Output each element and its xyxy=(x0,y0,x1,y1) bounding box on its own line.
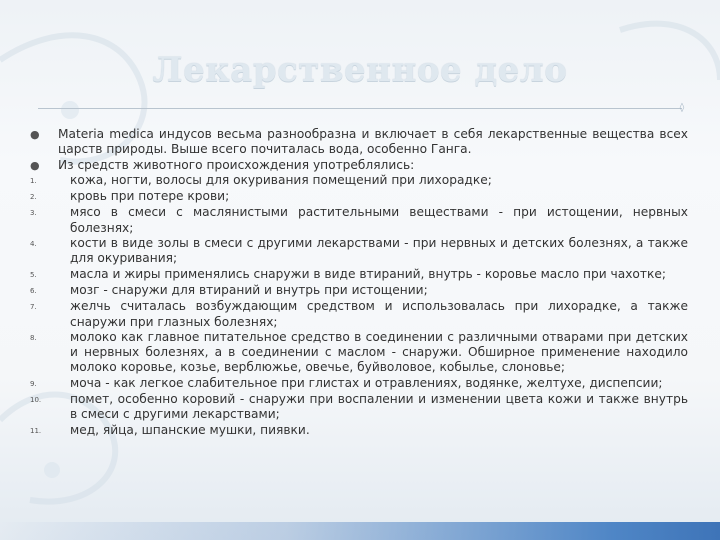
number-marker: 10. xyxy=(30,396,42,405)
list-item-text: кости в виде золы в смеси с другими лекарствами - при нервных и детских болезнях, а также для окуривания; xyxy=(70,236,688,266)
list-item-text: мясо в смеси с маслянистыми растительными веществами - при истощении, нервных болезнях; xyxy=(70,205,688,235)
list-item xyxy=(30,236,688,267)
list-item-text: кожа, ногти, волосы для окуривания помещений при лихорадке; xyxy=(70,172,492,187)
number-marker: 5. xyxy=(30,270,37,279)
list-item xyxy=(30,127,688,158)
list-item xyxy=(30,189,688,205)
number-marker: 4. xyxy=(30,240,37,249)
number-marker: 3. xyxy=(30,209,37,218)
divider-end-ornament: ◊ xyxy=(679,103,685,113)
list-item-text: кровь при потере крови; xyxy=(70,189,230,204)
list-item xyxy=(30,376,688,392)
list-item xyxy=(30,392,688,423)
list-item xyxy=(30,205,688,236)
list-item xyxy=(30,283,688,299)
number-marker: 6. xyxy=(30,286,37,295)
list-item-text: Materia medica индусов весьма разнообразна и включает в себя лекарственные вещества всех царств природы. Выше всего почиталась вода, особенно Ганга. xyxy=(58,127,688,157)
bullet-marker: ● xyxy=(30,128,40,141)
list-item-text: желчь считалась возбуждающим средством и использовалась при лихорадке, а также снаружи при глазных болезнях; xyxy=(70,299,688,329)
number-marker: 8. xyxy=(30,333,37,342)
list-item-text: молоко как главное питательное средство в соединении с различными отварами при детских и нервных болезнях, а в соединении с маслом - снаружи. Обширное применение находило молоко коровье, козье, верблюжье, овечье, буйволовое, кобылье, слоновье; xyxy=(70,329,688,375)
list-item xyxy=(30,423,688,439)
number-marker: 2. xyxy=(30,193,37,202)
list-item-text: масла и жиры применялись снаружи в виде втираний, внутрь - коровье масло при чахотке; xyxy=(70,266,666,281)
list-item xyxy=(30,173,688,189)
number-marker: 7. xyxy=(30,303,37,312)
number-marker: 1. xyxy=(30,176,37,185)
content-list xyxy=(30,127,688,439)
list-item xyxy=(30,330,688,376)
list-item xyxy=(30,158,688,173)
list-item-text: моча - как легкое слабительное при глистах и отравлениях, водянке, желтухе, диспепсии; xyxy=(70,375,663,390)
bullet-marker: ● xyxy=(30,158,40,172)
number-marker: 9. xyxy=(30,379,37,388)
list-item-text: мозг - снаружи для втираний и внутрь при истощении; xyxy=(70,282,428,297)
decorative-bottom-bar xyxy=(0,522,720,540)
list-item-text: Из средств животного происхождения употреблялись: xyxy=(58,157,415,172)
number-marker: 11. xyxy=(30,426,42,435)
list-item-text: помет, особенно коровий - снаружи при воспалении и изменении цвета кожи и также внутрь в смеси с другими лекарствами; xyxy=(70,392,688,422)
page-title: Лекарственное дело xyxy=(152,50,568,90)
list-item xyxy=(30,299,688,330)
list-item-text: мед, яйца, шпанские мушки, пиявки. xyxy=(70,422,310,437)
title-divider xyxy=(38,108,682,109)
list-item xyxy=(30,267,688,283)
